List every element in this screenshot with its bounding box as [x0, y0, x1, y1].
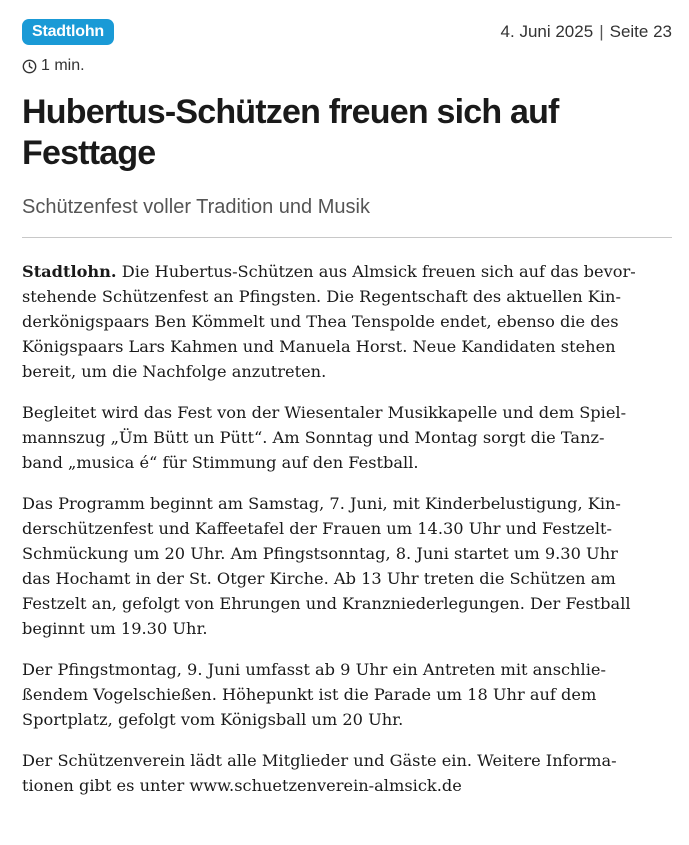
- title-line: Festtage: [22, 134, 156, 172]
- text-line: derkönigspaars Ben Kömmelt und Thea Tenspolde endet, ebenso die des: [22, 312, 619, 331]
- read-time-label: 1 min.: [41, 57, 85, 74]
- text-line: Schmückung um 20 Uhr. Am Pfingstsonntag, 8. Juni startet um 9.30 Uhr: [22, 544, 618, 563]
- paragraph: [22, 491, 672, 641]
- text-line: Begleitet wird das Fest von der Wiesentaler Musikkapelle und dem Spiel-: [22, 403, 627, 422]
- dateline: Stadtlohn.: [22, 262, 117, 281]
- text-line: tionen gibt es unter www.schuetzenverein-almsick.de: [22, 776, 462, 795]
- text-line-content: Die Hubertus-Schützen aus Almsick freuen sich auf das bevor-: [116, 262, 636, 281]
- title-line: Hubertus-Schützen freuen sich auf: [22, 93, 559, 131]
- section-badge[interactable]: Stadtlohn: [22, 19, 114, 45]
- text-line: Der Schützenverein lädt alle Mitglieder und Gäste ein. Weitere Informa-: [22, 751, 617, 770]
- divider: [22, 237, 672, 238]
- paragraph: [22, 748, 672, 798]
- paragraph: [22, 400, 672, 475]
- article-body: [22, 259, 672, 798]
- text-line: Sportplatz, gefolgt vom Königsball um 20 Uhr.: [22, 710, 404, 729]
- text-line: Der Pfingstmontag, 9. Juni umfasst ab 9 Uhr ein Antreten mit anschlie-: [22, 660, 606, 679]
- meta-row: [22, 18, 672, 46]
- text-line: Festzelt an, gefolgt von Ehrungen und Kranzniederlegungen. Der Festball: [22, 594, 631, 613]
- paragraph: [22, 657, 672, 732]
- page-number: Seite 23: [609, 22, 672, 41]
- text-line: bereit, um die Nachfolge anzutreten.: [22, 362, 327, 381]
- separator: |: [599, 22, 604, 41]
- text-line: derschützenfest und Kaffeetafel der Frauen um 14.30 Uhr und Festzelt-: [22, 519, 613, 538]
- text-line: Königspaars Lars Kahmen und Manuela Horst. Neue Kandidaten stehen: [22, 337, 616, 356]
- text-line: ßendem Vogelschießen. Höhepunkt ist die Parade um 18 Uhr auf dem: [22, 685, 597, 704]
- text-line: stehende Schützenfest an Pfingsten. Die Regentschaft des aktuellen Kin-: [22, 287, 621, 306]
- paragraph: [22, 259, 672, 384]
- text-line: das Hochamt in der St. Otger Kirche. Ab 13 Uhr treten die Schützen am: [22, 569, 616, 588]
- text-line: mannszug „Üm Bütt un Pütt“. Am Sonntag und Montag sorgt die Tanz-: [22, 428, 605, 447]
- read-time: [22, 56, 672, 76]
- clock-icon: [22, 59, 37, 74]
- date-page-info: [501, 22, 672, 42]
- article-subtitle: Schützenfest voller Tradition und Musik: [22, 196, 370, 218]
- article: [22, 18, 672, 814]
- text-line: Das Programm beginnt am Samstag, 7. Juni, mit Kinderbelustigung, Kin-: [22, 494, 621, 513]
- article-title: [22, 92, 672, 174]
- publication-date: 4. Juni 2025: [500, 22, 594, 41]
- text-line: [22, 259, 672, 284]
- text-line: band „musica é“ für Stimmung auf den Festball.: [22, 453, 419, 472]
- text-line: beginnt um 19.30 Uhr.: [22, 619, 208, 638]
